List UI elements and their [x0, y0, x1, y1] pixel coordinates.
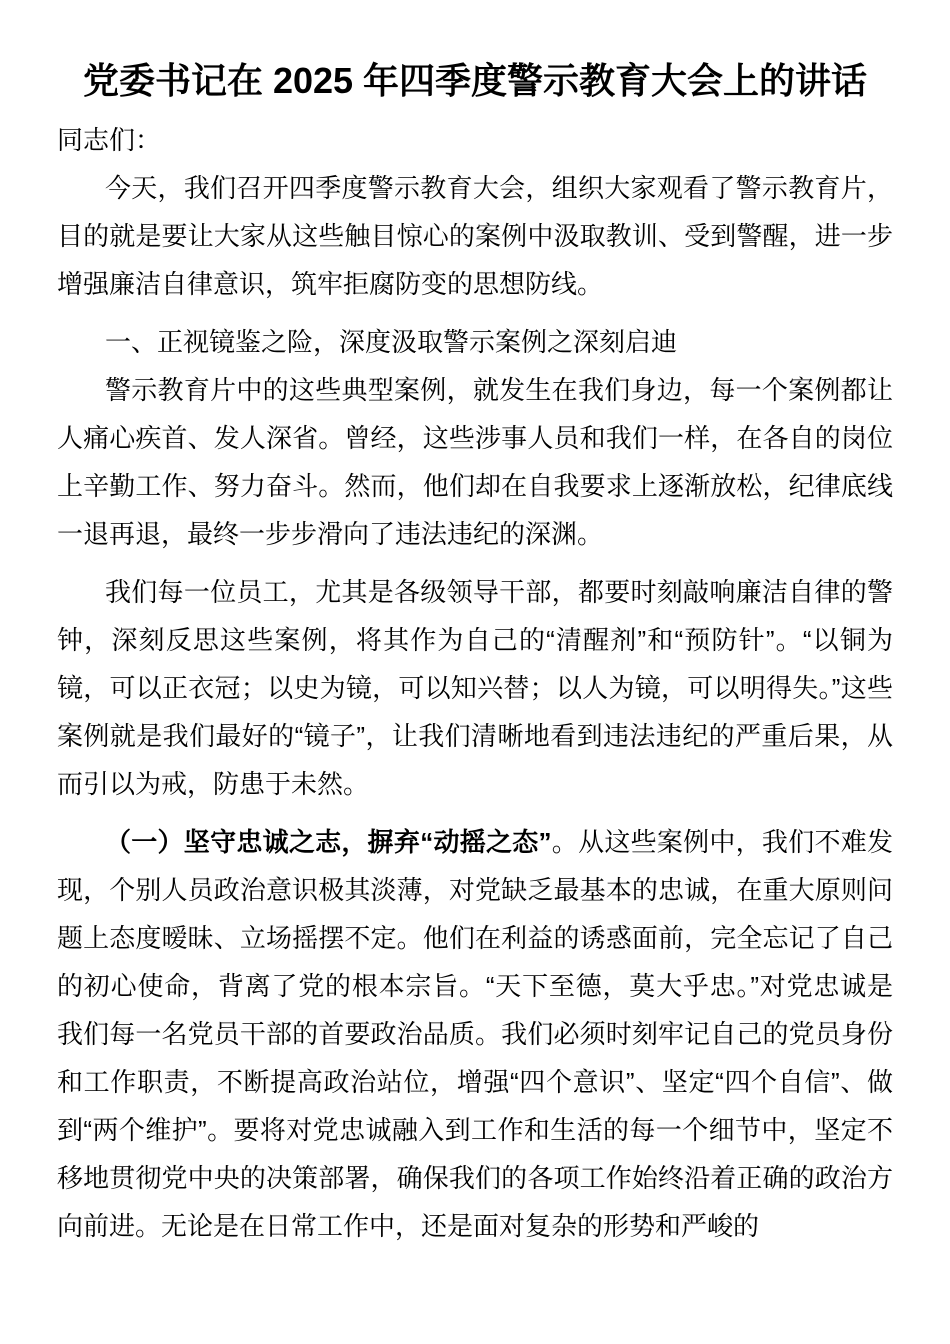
item-1-bold-lead: （一）坚守忠诚之志，摒弃“动摇之态” — [105, 827, 552, 857]
paragraph-mirror: 我们每一位员工，尤其是各级领导干部，都要时刻敲响廉洁自律的警钟，深刻反思这些案例，将其作为自己的“清醒剂”和“预防针”。“以铜为镜，可以正衣冠；以史为镜，可以知兴替；以人为镜，可以明得失。”这些案例就是我们最好的“镜子”，让我们清晰地看到违法违纪的严重后果，从而引以为戒，防患于未然。 — [57, 577, 893, 799]
paragraph-item-1 — [57, 818, 893, 1250]
section-heading-1: 一、正视镜鉴之险，深度汲取警示案例之深刻启迪 — [105, 327, 678, 357]
document-title: 党委书记在 2025 年四季度警示教育大会上的讲话 — [82, 60, 868, 101]
item-1-text: 。从这些案例中，我们不难发现，个别人员政治意识极其淡薄，对党缺乏最基本的忠诚，在重大原则问题上态度暧昧、立场摇摆不定。他们在利益的诱惑面前，完全忘记了自己的初心使命，背离了党的根本宗旨。“天下至德，莫大乎忠。”对党忠诚是我们每一名党员干部的首要政治品质。我们必须时刻牢记自己的党员身份和工作职责，不断提高政治站位，增强“四个意识”、坚定“四个自信”、做到“两个维护”。要将对党忠诚融入到工作和生活的每一个细节中，坚定不移地贯彻党中央的决策部署，确保我们的各项工作始终沿着正确的政治方向前进。无论是在日常工作中，还是面对复杂的形势和严峻的 — [57, 827, 893, 1241]
paragraph-cases: 警示教育片中的这些典型案例，就发生在我们身边，每一个案例都让人痛心疾首、发人深省。曾经，这些涉事人员和我们一样，在各自的岗位上辛勤工作、努力奋斗。然而，他们却在自我要求上逐渐放松，纪律底线一退再退，最终一步步滑向了违法违纪的深渊。 — [57, 375, 893, 549]
salutation: 同志们： — [57, 125, 162, 155]
paragraph-intro: 今天，我们召开四季度警示教育大会，组织大家观看了警示教育片，目的就是要让大家从这些触目惊心的案例中汲取教训、受到警醒，进一步增强廉洁自律意识，筑牢拒腐防变的思想防线。 — [57, 173, 893, 299]
